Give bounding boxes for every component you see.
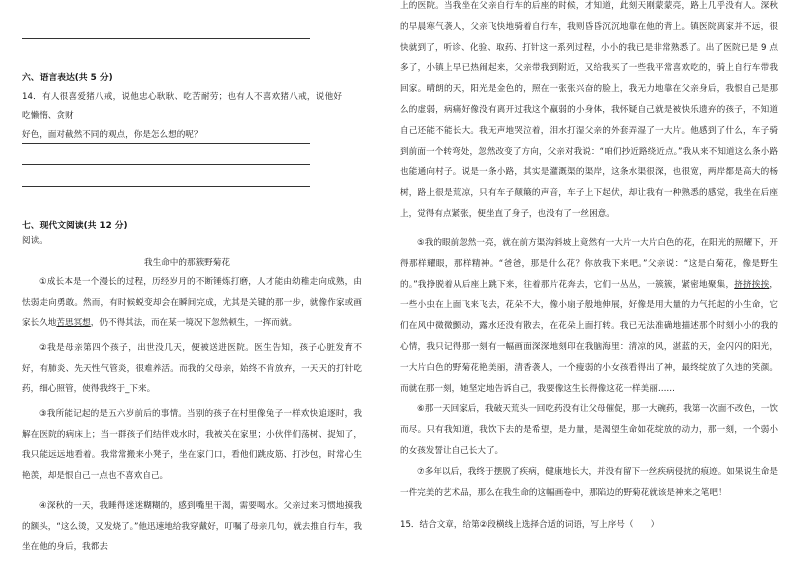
- answer-line[interactable]: [22, 143, 310, 144]
- paragraph-1: [22, 272, 362, 334]
- answer-line[interactable]: [22, 186, 310, 187]
- paragraph-3: ③我所能记起的是五六岁前后的事情。当别的孩子在村里像兔子一样欢快追逐时，我解在医院的病床上；当一群孩子们结伴戏水时，我被关在家里；小伙伴们荡树、捉知了，我只能远远地看着。我常常搬来小凳子，坐在家门口，看他们跳皮筋、打沙包，时常心生艳羡，却是恨自己一点也不喜欢自己。: [22, 409, 362, 481]
- paragraph-4-continued: 上的医院。当我坐在父亲自行车的后座的时候，才知道，此刻天刚蒙蒙亮，路上几乎没有人。深秋的早晨寒气袭人，父亲飞快地骑着自行车，我则昏昏沉沉地靠在他的背上。镇医院离家并不远，很快就到了，听诊、化验、取药、打针这一系列过程，小小的我已是非常熟悉了。出了医院已是 9 点多了，小镇上早已热闹起来，父亲带我到附近，又给我买了一些我平常喜欢吃的，骑上自行车带我回家。晴朗的天，阳光是金色的，照在一张张兴奋的脸上，我无力地靠在父亲身后，我恨自己是那么的虚弱，病痛好像没有离开过我这个羸弱的小身体，我怀疑自己就是被快乐遗弃的孩子，不知道自己还能不能长大。我无声地哭泣着，泪水打湿父亲的外套弄湿了一大片。他感到了什么，车子骑到前面一个转弯处，忽然改变了方向，父亲对我说：“咱们抄近路绕近点。”我从来不知道这么条小路也能通向村子。说是一条小路，其实是灌溉渠的渠岸，这条水渠很深，也很宽，两岸都是高大的杨树，路上很是荒凉，只有车子颠簸的声音，车子上下起伏，却让我有一种熟悉的感觉，我坐在后座上，觉得有点紧张，便坐直了身子，也没有了一丝困意。: [400, 1, 778, 219]
- question-15: 15．结合文章，给第②段横线上选择合适的词语，写上序号（ ）: [400, 520, 660, 530]
- question-text: [22, 88, 342, 145]
- reading-label: 阅读。: [22, 236, 48, 246]
- answer-line[interactable]: [22, 38, 310, 39]
- paragraph-6: ⑥那一天回家后，我破天荒头一回吃药没有让父母催促，那一大碗药，我第一次面不改色，一饮而尽。只有我知道，我饮下去的是希望，是力量，是渴望生命如花绽放的动力，那一刻，一个弱小的女孩发誓让自己长大了。: [400, 404, 778, 456]
- p5-underlined-phrase: 挤挤挨挨: [734, 279, 770, 290]
- paragraph-5: [400, 233, 778, 399]
- p5-text-a: ⑤我的眼前忽然一亮，就在前方渠沟斜坡上竟然有一大片一大片白色的花，在阳光的照耀下，开得那样耀眼，那样精神。“爸爸，那是什么花？你放我下来吧。”父亲说：“这是白菊花，像是野生的。”我挣脱着从后座上跳下来，往着那片花奔去，它们一丛丛，一簇簇，紧密地聚集，: [400, 238, 778, 290]
- p5-text-b: ，一些小虫在上面飞来飞去，花朵不大，像小扇子般地伸展，好像是用大量的力气托起的小生命，它们在风中微微颤动，露水还没有散去，在花朵上面打转。我已无法准确地描述那个时刻小小的我的心情，我只记得那一刻有一幅画面深深地刻印在我脑海里：清凉的风，湛蓝的天，金闪闪的阳光，一大片白色的野菊花艳美丽，清香袭人，一个瘦弱的小女孩看得出了神，最终绽放了久违的笑颜。而就在那一刻，她坚定地告诉自己，我要像这生长得像这花一样美丽……: [400, 279, 778, 394]
- section-title: 七、现代文阅读(共 12 分): [22, 221, 128, 231]
- section-title: 六、语言表达(共 5 分): [22, 73, 113, 83]
- q14-line2: 好色，面对截然不同的观点，你是怎么想的呢？: [22, 130, 203, 140]
- paragraph-4: ④深秋的一天，我睡得迷迷糊糊的，感到嘴里干渴，需要喝水。父亲过来习惯地摸我的额头，“这么烫，又发烧了。”他迅速地给我穿戴好，叮嘱了母亲几句，就去推自行车，我坐在他的身后，我都去: [22, 501, 362, 552]
- q14-line1: 14．有人很喜爱猪八戒，说他忠心耿耿、吃苦耐劳；也有人不喜欢猪八戒，说他好吃懒惰、贪财: [22, 92, 342, 121]
- article-title: 我生命中的那簇野菊花: [144, 258, 230, 268]
- paragraph-2: ②我是母亲第四个孩子，出世没几天，便被送进医院。医生告知，孩子心脏发育不好，有肺炎、先天性气管炎，很难养活。而我的父母亲，始终不肯放弃，一天天的打针吃药，细心照管，使得我终于_下来。: [22, 343, 362, 394]
- p1-text-a: ①成长本是一个漫长的过程，历经岁月的不断锤炼打磨，人才能由幼稚走向成熟，由怯弱走向勇敢。然而，有时候蜕变却会在瞬间完成，尤其是关键的那一步，就像作家或画家长久地: [22, 277, 362, 328]
- answer-line[interactable]: [22, 164, 310, 165]
- paragraph-7: ⑦多年以后，我终于摆脱了疾病，健康地长大，并没有留下一丝疾病侵扰的痕迹。如果说生命是一件完美的艺术品，那么在我生命的这幅画卷中，那陷边的野菊花就该是神来之笔吧！: [400, 467, 778, 498]
- p1-underlined-phrase: 苦思冥想: [56, 318, 91, 328]
- p1-text-b: ，仍不得其法，而在某一境况下忽然顿生，一挥而就。: [90, 318, 298, 328]
